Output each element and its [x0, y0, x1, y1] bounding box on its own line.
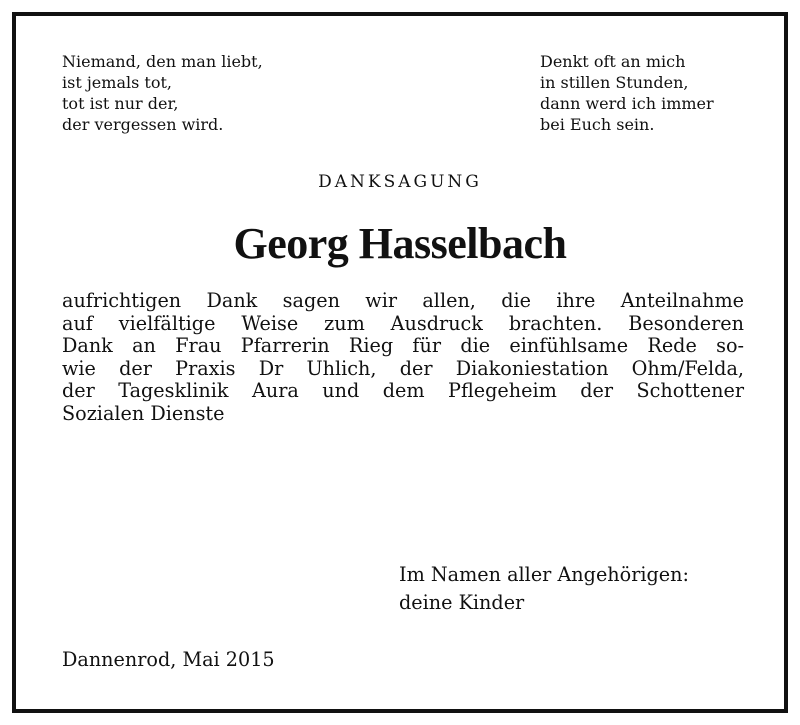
thanks-line: auf vielfältige Weise zum Ausdruck brachten. Besonderen: [62, 311, 744, 335]
thanks-line: der Tagesklinik Aura und dem Pflegeheim der Schottener: [62, 379, 744, 402]
poem-left-line: tot ist nur der,: [62, 94, 179, 113]
thanks-line: aufrichtigen Dank sagen wir allen, die ihre Anteilnahme: [62, 289, 744, 312]
thanks-line: Sozialen Dienste: [62, 401, 225, 425]
poem-right-line: bei Euch sein.: [540, 115, 655, 134]
notice-heading: DANKSAGUNG: [318, 172, 482, 192]
place-date: Dannenrod, Mai 2015: [62, 648, 275, 671]
poem-left-line: der vergessen wird.: [62, 115, 224, 134]
poem-left: [62, 51, 263, 135]
thanks-text: [62, 290, 744, 425]
deceased-name: Georg Hasselbach: [233, 219, 567, 268]
closing-line: deine Kinder: [399, 591, 525, 614]
poem-right-line: dann werd ich immer: [540, 94, 714, 113]
poem-left-line: ist jemals tot,: [62, 73, 172, 92]
poem-left-line: Niemand, den man liebt,: [62, 52, 263, 71]
closing-line: Im Namen aller Angehörigen:: [399, 563, 689, 586]
thanks-line: wie der Praxis Dr Uhlich, der Diakoniestation Ohm/Felda,: [62, 356, 744, 380]
poem-right: [540, 51, 714, 135]
thanks-line: Dank an Frau Pfarrerin Rieg für die einfühlsame Rede so-: [62, 334, 744, 357]
poem-right-line: in stillen Stunden,: [540, 73, 689, 92]
closing-signature: [399, 561, 689, 617]
poem-right-line: Denkt oft an mich: [540, 52, 686, 71]
